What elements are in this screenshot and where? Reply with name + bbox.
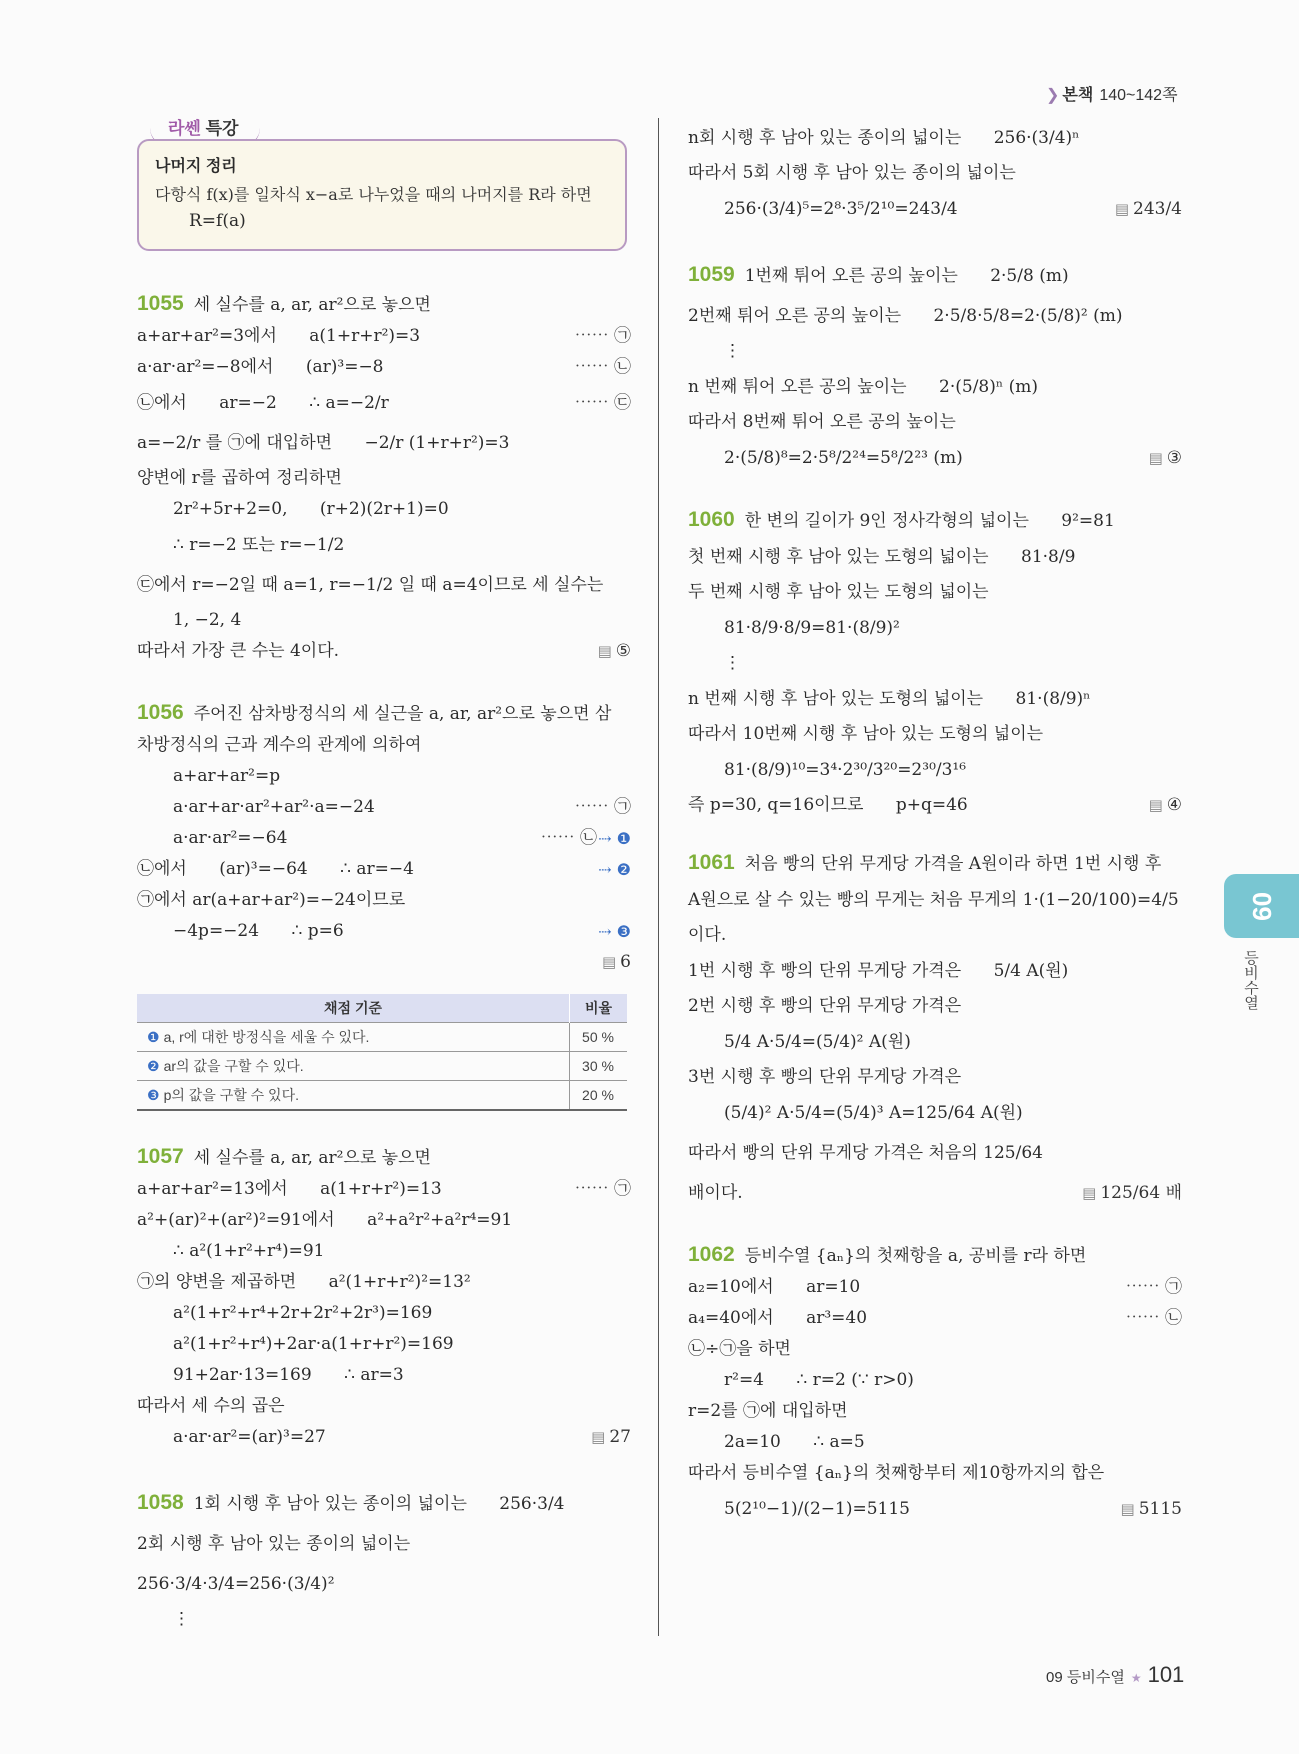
solution-text: 양변에 r를 곱하여 정리하면: [137, 468, 342, 488]
solution-text: 이다.: [688, 925, 727, 945]
solution-text: 1번째 튀어 오른 공의 높이는 2·5/8 (m): [744, 266, 1069, 286]
solution-line: [137, 288, 631, 321]
answer: [1115, 189, 1182, 229]
criterion-cell: [137, 1081, 570, 1111]
solution-1061: [688, 847, 1182, 1213]
solution-text: ⋮: [724, 653, 741, 673]
solution-line: [688, 1272, 1182, 1303]
solution-text: 즉 p=30, q=16이므로 p+q=46: [688, 795, 968, 815]
answer-value: 5115: [1138, 1499, 1182, 1519]
grading-table: [137, 994, 627, 1111]
answer: [1082, 1173, 1182, 1213]
chapter-tab[interactable]: [1224, 874, 1299, 938]
answer-icon: ▤: [1114, 200, 1129, 218]
solution-text: 등비수열 {aₙ}의 첫째항을 a, 공비를 r라 하면: [744, 1246, 1087, 1266]
answer-value: ③: [1166, 448, 1182, 468]
answer: [602, 947, 631, 978]
solution-line: [137, 854, 631, 885]
solution-text: r²=4 ∴ r=2 (∵ r>0): [724, 1370, 914, 1390]
solution-text: 세 실수를 a, ar, ar²으로 놓으면: [193, 1148, 431, 1168]
solution-line: [137, 636, 631, 667]
problem-number: 1058: [137, 1491, 184, 1514]
solution-text: −4p=−24 ∴ p=6: [173, 921, 344, 941]
solution-text: 2번 시행 후 빵의 단위 무게당 가격은: [688, 996, 962, 1016]
solution-1055: [137, 288, 631, 667]
solution-text: 처음 빵의 단위 무게당 가격을 A원이라 하면 1번 시행 후: [744, 854, 1162, 874]
special-box-title: 나머지 정리: [155, 158, 237, 175]
chevron-right-icon: ❯: [1046, 87, 1060, 104]
solution-line: [137, 1236, 631, 1267]
solution-line: [137, 321, 631, 352]
solution-line: [688, 750, 1182, 790]
equation-label: ⋯⋯ ㉠: [574, 326, 631, 346]
answer: [1121, 1489, 1182, 1529]
solution-text: 81·8/9·8/9=81·(8/9)²: [724, 618, 900, 638]
special-box-formula: R=f(a): [189, 211, 246, 231]
solution-text: 91+2ar·13=169 ∴ ar=3: [173, 1365, 404, 1385]
header-ratio: 비율: [570, 994, 628, 1023]
solution-line: [137, 885, 631, 916]
solution-text: 2·(5/8)⁸=2·5⁸/2²⁴=5⁸/2²³ (m): [724, 448, 963, 468]
solution-line: [137, 916, 631, 947]
chapter-tab-number: 09: [1246, 891, 1277, 921]
solution-text: a²(1+r²+r⁴+2r+2r²+2r³)=169: [173, 1303, 433, 1323]
solution-line: [688, 1489, 1182, 1529]
solution-line: [688, 847, 1182, 880]
criterion-text: ar의 값을 구할 수 있다.: [163, 1058, 304, 1074]
solution-line: [137, 1483, 631, 1524]
solution-line: [688, 608, 1182, 648]
solution-line: [688, 951, 1182, 991]
solution-text: a·ar·ar²=(ar)³=27: [173, 1427, 326, 1447]
solution-text: 따라서 빵의 단위 무게당 가격은 처음의 125/64 배이다.: [688, 1143, 1049, 1203]
solution-1057: [137, 1141, 631, 1453]
column-divider: [658, 118, 659, 1636]
equation-label: ⋯⋯ ㉡: [574, 357, 631, 377]
table-row: [137, 1081, 627, 1111]
ratio-cell: 50 %: [570, 1023, 628, 1052]
solution-line: [137, 1604, 631, 1635]
problem-number: 1056: [137, 701, 184, 724]
solution-line: [688, 158, 1182, 189]
solution-line: [688, 407, 1182, 438]
ratio-cell: 20 %: [570, 1081, 628, 1111]
equation-label: ⋯⋯ ㉡: [1125, 1308, 1182, 1328]
solution-text: 3번 시행 후 빵의 단위 무게당 가격은: [688, 1067, 962, 1087]
equation-label: ⋯⋯ ㉡: [540, 828, 597, 848]
solution-text: n회 시행 후 남아 있는 종이의 넓이는 256·(3/4)ⁿ: [688, 128, 1080, 148]
solution-line: [688, 880, 1182, 920]
table-row: [137, 1052, 627, 1081]
answer-value: ④: [1166, 795, 1182, 815]
answer-value: 27: [609, 1427, 631, 1447]
solution-text: 1회 시행 후 남아 있는 종이의 넓이는 256·3/4: [193, 1494, 565, 1514]
special-label-brand: 라쎈: [168, 119, 201, 138]
problem-number: 1059: [688, 263, 735, 286]
problem-number: 1061: [688, 851, 735, 874]
solution-line: [688, 1365, 1182, 1396]
solution-text: ㉠에서 ar(a+ar+ar²)=−24이므로: [137, 890, 406, 910]
solution-text: 따라서 세 수의 곱은: [137, 1396, 285, 1416]
solution-line: [688, 1334, 1182, 1365]
solution-1058: [137, 1483, 631, 1635]
solution-line: [688, 991, 1182, 1022]
solution-text: n 번째 시행 후 남아 있는 도형의 넓이는 81·(8/9)ⁿ: [688, 689, 1091, 709]
table-row: [137, 1023, 627, 1052]
special-label-text: 특강: [205, 119, 239, 138]
solution-text: a·ar·ar²=−64: [173, 828, 288, 848]
solution-text: 1번 시행 후 빵의 단위 무게당 가격은 5/4 A(원): [688, 961, 1069, 981]
answer-value: 125/64 배: [1100, 1183, 1182, 1203]
solution-line: [137, 1422, 631, 1453]
answer-value: ⑤: [615, 641, 631, 661]
solution-text: 5/4 A·5/4=(5/4)² A(원): [724, 1032, 911, 1052]
step-marker-icon: ⇢ ❸: [598, 922, 631, 941]
solution-text: 주어진 삼차방정식의 세 실근을 a, ar, ar²으로 놓으면 삼: [193, 704, 612, 724]
solution-text: 따라서 8번째 튀어 오른 공의 높이는: [688, 412, 956, 432]
solution-text: 2a=10 ∴ a=5: [724, 1432, 865, 1452]
solution-line: [137, 463, 631, 494]
solution-text: 차방정식의 근과 계수의 관계에 의하여: [137, 735, 422, 755]
solution-line: [688, 648, 1182, 679]
solution-text: ⋮: [173, 1609, 190, 1629]
answer-icon: ▤: [601, 953, 617, 971]
solution-text: 2r²+5r+2=0, (r+2)(2r+1)=0: [173, 499, 449, 519]
solution-1058-continued: [688, 118, 1182, 229]
solution-text: 두 번째 시행 후 남아 있는 도형의 넓이는: [688, 582, 989, 602]
equation-label: ⋯⋯ ㉠: [574, 797, 631, 817]
solution-text: r=2를 ㉠에 대입하면: [688, 1401, 848, 1421]
solution-line: [688, 719, 1182, 750]
solution-text: ㉡에서 ar=−2 ∴ a=−2/r: [137, 393, 389, 413]
solution-1062: [688, 1239, 1182, 1529]
solution-text: ∴ a²(1+r²+r⁴)=91: [173, 1241, 325, 1261]
solution-line: [688, 1458, 1182, 1489]
solution-1059: [688, 255, 1182, 478]
answer-icon: ▤: [1148, 796, 1163, 814]
solution-text: a+ar+ar²=13에서 a(1+r+r²)=13: [137, 1179, 442, 1199]
ratio-cell: 30 %: [570, 1052, 628, 1081]
solution-line: [688, 255, 1182, 296]
answer-icon: ▤: [591, 1428, 606, 1446]
solution-text: a²(1+r²+r⁴)+2ar·a(1+r+r²)=169: [173, 1334, 454, 1354]
solution-line: [137, 565, 631, 605]
solution-text: a+ar+ar²=3에서 a(1+r+r²)=3: [137, 326, 421, 346]
criterion-text: a, r에 대한 방정식을 세울 수 있다.: [163, 1029, 370, 1045]
step-number-icon: ❸: [147, 1087, 160, 1103]
solution-line: [137, 525, 631, 565]
solution-line: [137, 1141, 631, 1174]
solution-line: [137, 423, 631, 463]
special-box-label: [168, 114, 238, 139]
solution-line: [137, 1205, 631, 1236]
criterion-text: p의 값을 구할 수 있다.: [163, 1087, 299, 1103]
solution-text: ⋮: [724, 341, 741, 361]
solution-line: [688, 790, 1182, 821]
answer: [598, 636, 631, 667]
solution-line: [137, 1174, 631, 1205]
step-marker-icon: ⇢ ❷: [598, 860, 631, 879]
solution-text: a·ar·ar²=−8에서 (ar)³=−8: [137, 357, 384, 377]
solution-text: a₂=10에서 ar=10: [688, 1277, 861, 1297]
answer: [1149, 438, 1182, 478]
solution-1056: [137, 697, 631, 978]
solution-text: ㉢에서 r=−2일 때 a=1, r=−1/2 일 때 a=4이므로 세 실수는: [137, 575, 604, 595]
solution-line: [137, 947, 631, 978]
solution-line: [688, 296, 1182, 336]
solution-line: [137, 1360, 631, 1391]
solution-text: 첫 번째 시행 후 남아 있는 도형의 넓이는 81·8/9: [688, 547, 1076, 567]
solution-text: (5/4)² A·5/4=(5/4)³ A=125/64 A(원): [724, 1103, 1023, 1123]
solution-line: [688, 367, 1182, 407]
solution-line: [137, 730, 631, 761]
solution-text: a²+(ar)²+(ar²)²=91에서 a²+a²r²+a²r⁴=91: [137, 1210, 513, 1230]
solution-text: 세 실수를 a, ar, ar²으로 놓으면: [193, 295, 431, 315]
solution-line: [137, 697, 631, 730]
equation-label: ⋯⋯ ㉠: [574, 1179, 631, 1199]
equation-label: ⋯⋯ ㉢: [574, 393, 631, 413]
solution-line: [688, 1239, 1182, 1272]
solution-text: a+ar+ar²=p: [173, 766, 281, 786]
solution-line: [137, 383, 631, 423]
step-number-icon: ❶: [147, 1029, 160, 1045]
solution-line: [137, 1391, 631, 1422]
solution-line: [688, 1427, 1182, 1458]
solution-text: 81·(8/9)¹⁰=3⁴·2³⁰/3²⁰=2³⁰/3¹⁶: [724, 760, 967, 780]
solution-line: [137, 1298, 631, 1329]
solution-line: [137, 605, 631, 636]
table-header-row: [137, 994, 627, 1023]
solution-line: [688, 118, 1182, 158]
criterion-cell: [137, 1023, 570, 1052]
solution-1060: [688, 504, 1182, 821]
answer: [591, 1422, 631, 1453]
solution-text: ㉠의 양변을 제곱하면 a²(1+r+r²)²=13²: [137, 1272, 471, 1292]
solution-text: 따라서 등비수열 {aₙ}의 첫째항부터 제10항까지의 합은: [688, 1463, 1105, 1483]
step-number-icon: ❷: [147, 1058, 160, 1074]
page-number: 101: [1147, 1662, 1185, 1687]
answer-value: 6: [620, 952, 631, 972]
page-range: 140~142쪽: [1099, 87, 1178, 104]
problem-number: 1057: [137, 1145, 184, 1168]
book-label: 본책: [1062, 87, 1094, 104]
solution-line: [137, 823, 631, 854]
remainder-theorem-box: [137, 139, 627, 251]
problem-number: 1060: [688, 508, 735, 531]
solution-line: [137, 1267, 631, 1298]
solution-line: [688, 1303, 1182, 1334]
right-column: [688, 118, 1182, 1529]
problem-number: 1055: [137, 292, 184, 315]
step-marker-icon: ⇢ ❶: [598, 829, 631, 848]
left-column: [137, 288, 631, 1635]
solution-line: [688, 1062, 1182, 1093]
page-footer: [1046, 1662, 1184, 1688]
solution-text: 2회 시행 후 남아 있는 종이의 넓이는 256·3/4·3/4=256·(3/4)²: [137, 1534, 443, 1594]
solution-line: [688, 537, 1182, 577]
solution-text: a=−2/r 를 ㉠에 대입하면 −2/r (1+r+r²)=3: [137, 433, 510, 453]
solution-line: [137, 1329, 631, 1360]
answer-icon: ▤: [1082, 1184, 1097, 1202]
book-page-reference: [1046, 82, 1178, 105]
solution-line: [688, 336, 1182, 367]
problem-number: 1062: [688, 1243, 735, 1266]
solution-line: [137, 761, 631, 792]
solution-text: 256·(3/4)⁵=2⁸·3⁵/2¹⁰=243/4: [724, 199, 958, 219]
solution-text: 한 변의 길이가 9인 정사각형의 넓이는 9²=81: [744, 511, 1115, 531]
solution-text: 2번째 튀어 오른 공의 높이는 2·5/8·5/8=2·(5/8)² (m): [688, 306, 1123, 326]
solution-line: [688, 1022, 1182, 1062]
solution-text: ㉡÷㉠을 하면: [688, 1339, 791, 1359]
star-icon: ★: [1130, 1671, 1142, 1685]
solution-text: 따라서 5회 시행 후 남아 있는 종이의 넓이는: [688, 163, 1016, 183]
solution-line: [137, 352, 631, 383]
solution-line: [688, 1133, 1182, 1213]
solution-line: [688, 189, 1182, 229]
solution-line: [688, 1396, 1182, 1427]
equation-label: ⋯⋯ ㉠: [1125, 1277, 1182, 1297]
solution-line: [137, 1524, 631, 1604]
solution-line: [688, 577, 1182, 608]
solution-text: a₄=40에서 ar³=40: [688, 1308, 868, 1328]
chapter-tab-title: 등비수열: [1242, 950, 1259, 1010]
solution-text: n 번째 튀어 오른 공의 높이는 2·(5/8)ⁿ (m): [688, 377, 1039, 397]
solution-line: [688, 679, 1182, 719]
solution-line: [688, 920, 1182, 951]
special-box-body: 다항식 f(x)를 일차식 x−a로 나누었을 때의 나머지를 R라 하면: [155, 185, 592, 204]
solution-text: A원으로 살 수 있는 빵의 무게는 처음 무게의 1·(1−20/100)=4/5: [688, 890, 1179, 910]
solution-text: 따라서 가장 큰 수는 4이다.: [137, 641, 340, 661]
solution-text: ㉡에서 (ar)³=−64 ∴ ar=−4: [137, 859, 414, 879]
solution-line: [137, 792, 631, 823]
solution-line: [688, 438, 1182, 478]
solution-text: 5(2¹⁰−1)/(2−1)=5115: [724, 1499, 910, 1519]
solution-text: a·ar+ar·ar²+ar²·a=−24: [173, 797, 375, 817]
answer-value: 243/4: [1133, 199, 1182, 219]
solution-text: ∴ r=−2 또는 r=−1/2: [173, 535, 345, 555]
answer-icon: ▤: [1120, 1500, 1135, 1518]
header-criterion: 채점 기준: [137, 994, 570, 1023]
solution-text: 1, −2, 4: [173, 610, 242, 630]
answer-icon: ▤: [1148, 449, 1163, 467]
answer-icon: ▤: [597, 642, 612, 660]
solution-line: [137, 494, 631, 525]
criterion-cell: [137, 1052, 570, 1081]
answer: [1149, 790, 1182, 821]
footer-chapter: 09 등비수열: [1046, 1669, 1125, 1686]
solution-line: [688, 504, 1182, 537]
solution-text: 따라서 10번째 시행 후 남아 있는 도형의 넓이는: [688, 724, 1044, 744]
solution-line: [688, 1093, 1182, 1133]
